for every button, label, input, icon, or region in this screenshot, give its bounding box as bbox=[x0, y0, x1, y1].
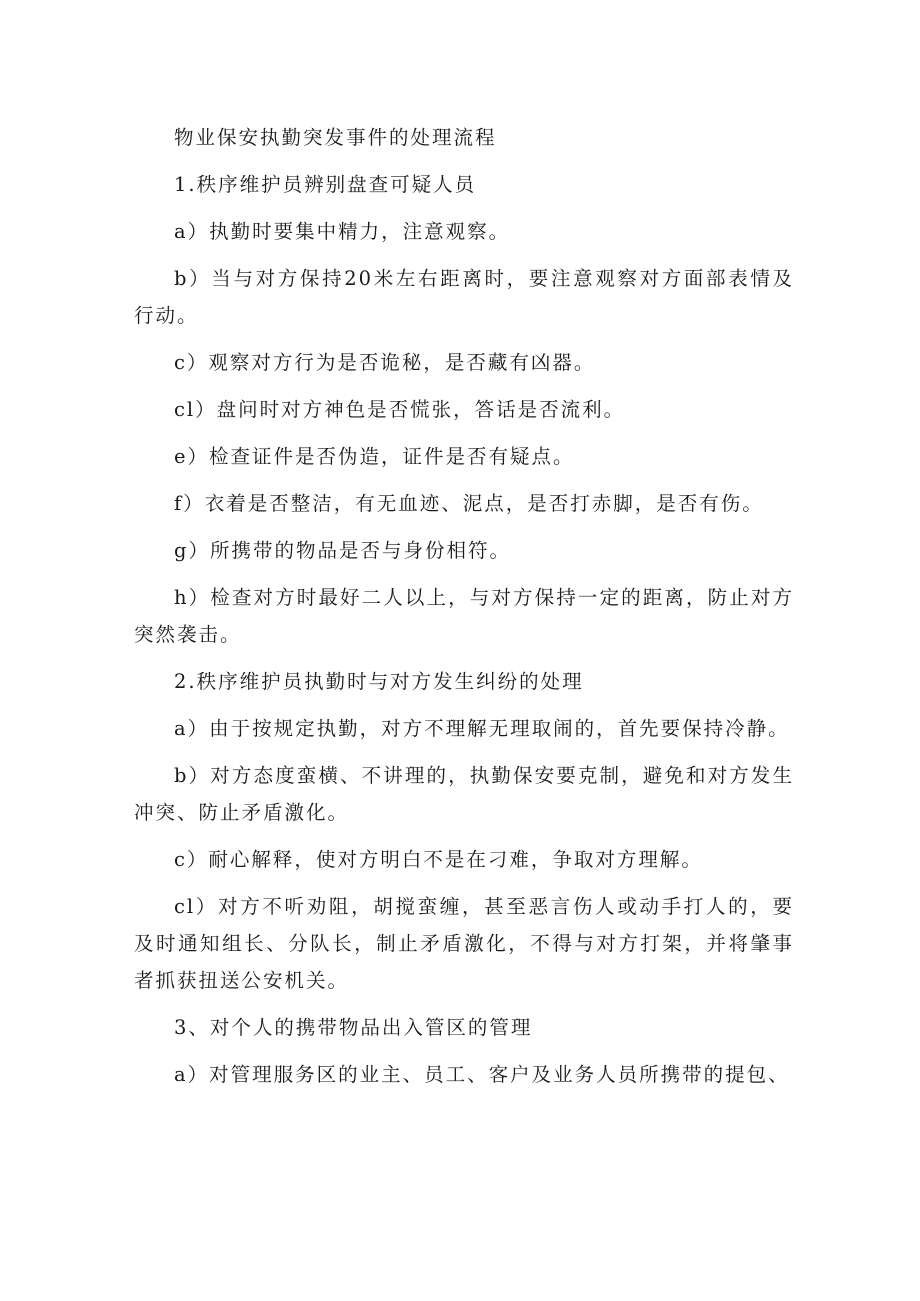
paragraph: c）耐心解释，使对方明白不是在刁难，争取对方理解。 bbox=[174, 848, 703, 871]
paragraph: c）观察对方行为是否诡秘，是否藏有凶器。 bbox=[174, 351, 596, 374]
document-body bbox=[134, 119, 794, 1103]
document-title: 物业保安执勤突发事件的处理流程 bbox=[174, 126, 497, 149]
paragraph: cl）对方不听劝阻，胡搅蛮缠，甚至恶言伤人或动手打人的，要及时通知组长、分队长，制止矛盾激化，不得与对方打架，并将肇事者抓获扭送公安机关。 bbox=[134, 895, 794, 992]
paragraph: e）检查证件是否伪造，证件是否有疑点。 bbox=[174, 445, 575, 468]
paragraph: a）由于按规定执勤，对方不理解无理取闹的，首先要保持冷静。 bbox=[174, 717, 790, 740]
paragraph: b）当与对方保持20米左右距离时，要注意观察对方面部表情及行动。 bbox=[134, 267, 794, 327]
paragraph: g）所携带的物品是否与身份相符。 bbox=[174, 539, 511, 562]
paragraph: h）检查对方时最好二人以上，与对方保持一定的距离，防止对方突然袭击。 bbox=[134, 586, 794, 646]
section-heading-2: 2.秩序维护员执勤时与对方发生纠纷的处理 bbox=[174, 670, 584, 693]
paragraph: a）对管理服务区的业主、员工、客户及业务人员所携带的提包、 bbox=[174, 1063, 790, 1086]
section-heading-3: 3、对个人的携带物品出入管区的管理 bbox=[174, 1016, 533, 1039]
paragraph: b）对方态度蛮横、不讲理的，执勤保安要克制，避免和对方发生冲突、防止矛盾激化。 bbox=[134, 764, 794, 824]
section-heading-1: 1.秩序维护员辨别盘查可疑人员 bbox=[174, 173, 477, 196]
paragraph: a）执勤时要集中精力，注意观察。 bbox=[174, 220, 511, 243]
paragraph: cl）盘问时对方神色是否慌张，答话是否流利。 bbox=[174, 398, 626, 421]
paragraph: f）衣着是否整洁，有无血迹、泥点，是否打赤脚，是否有伤。 bbox=[174, 492, 764, 515]
